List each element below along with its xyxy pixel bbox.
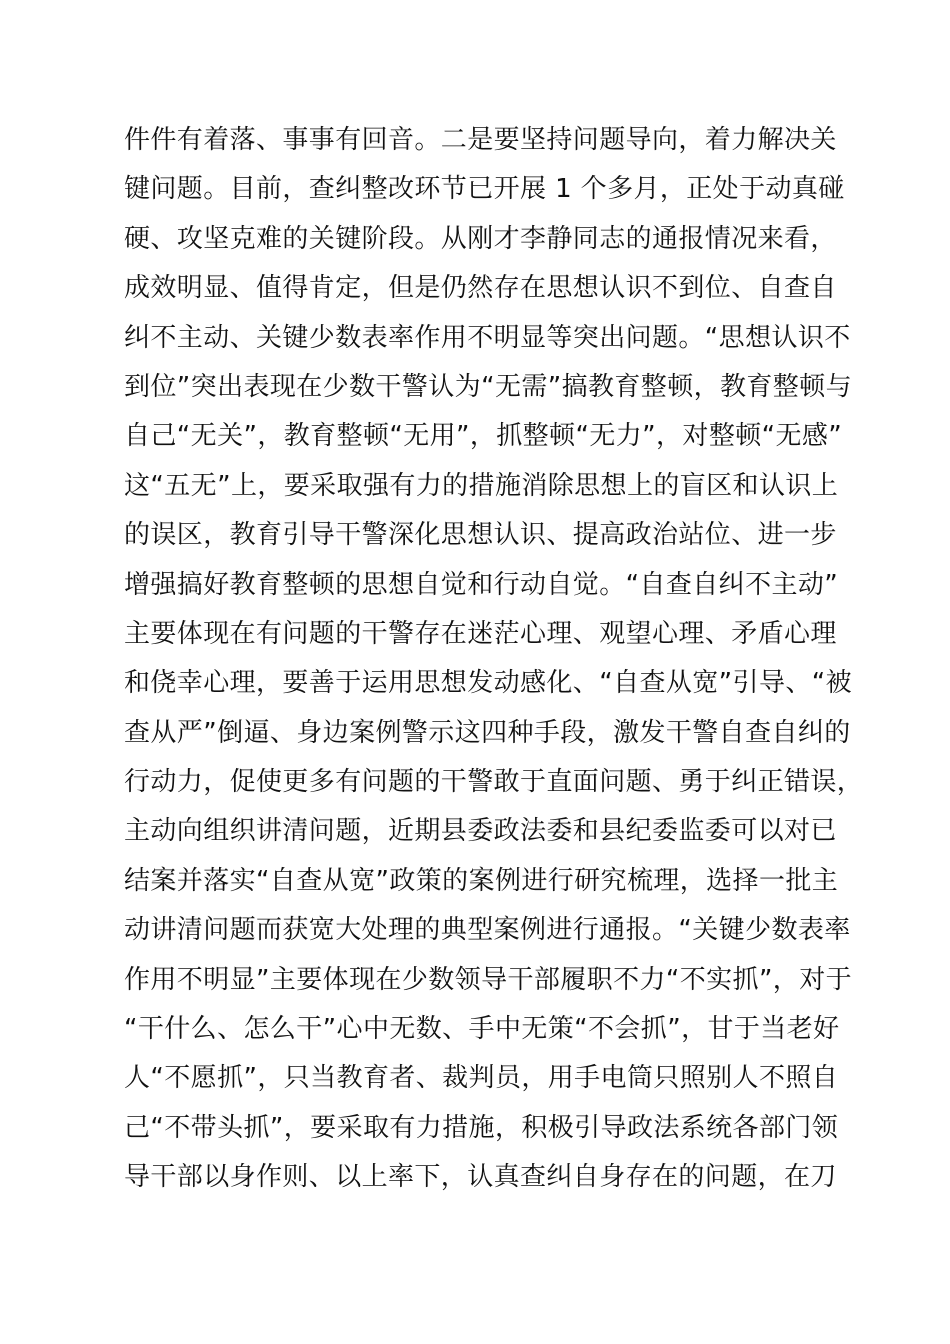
text-line: 这“五无”上，要采取强有力的措施消除思想上的盲区和认识上 xyxy=(124,470,839,501)
text-line: 件件有着落、事事有回音。二是要坚持问题导向，着力解决关 xyxy=(124,125,837,155)
text-line: 结案并落实“自查从宽”政策的案例进行研究梳理，选择一批主 xyxy=(124,865,839,896)
text-line: 人“不愿抓”，只当教育者、裁判员，用手电筒只照别人不照自 xyxy=(124,1063,839,1094)
text-line: 到位”突出表现在少数干警认为“无需”搞教育整顿，教育整顿与 xyxy=(124,371,853,402)
text-line: 自己“无关”，教育整顿“无用”，抓整顿“无力”，对整顿“无感” xyxy=(124,421,843,452)
text-line: 己“不带头抓”，要采取有力措施，积极引导政法系统各部门领 xyxy=(124,1112,839,1143)
text-line: 主动向组织讲清问题，近期县委政法委和县纪委监委可以对已 xyxy=(124,816,837,847)
text-line: 增强搞好教育整顿的思想自觉和行动自觉。“自查自纠不主动” xyxy=(124,569,839,600)
text-line: 作用不明显”主要体现在少数领导干部履职不力“不实抓”，对于 xyxy=(124,964,853,995)
text-line: 的误区，教育引导干警深化思想认识、提高政治站位、进一步 xyxy=(124,520,837,551)
text-line: 和侥幸心理，要善于运用思想发动感化、“自查从宽”引导、“被 xyxy=(124,668,853,699)
text-line: 成效明显、值得肯定，但是仍然存在思想认识不到位、自查自 xyxy=(124,273,837,304)
text-line: 主要体现在有问题的干警存在迷茫心理、观望心理、矛盾心理 xyxy=(124,618,837,649)
body-paragraph xyxy=(124,116,864,1203)
text-line: 动讲清问题而获宽大处理的典型案例进行通报。“关键少数表率 xyxy=(124,915,851,946)
text-line: 行动力，促使更多有问题的干警敢于直面问题、勇于纠正错误， xyxy=(124,767,864,798)
text-line: 导干部以身作则、以上率下，认真查纠自身存在的问题，在刀 xyxy=(124,1162,837,1193)
text-line: 硬、攻坚克难的关键阶段。从刚才李静同志的通报情况来看， xyxy=(124,223,837,254)
text-line: 键问题。目前，查纠整改环节已开展 1 个多月，正处于动真碰 xyxy=(124,174,845,205)
text-line: 查从严”倒逼、身边案例警示这四种手段，激发干警自查自纠的 xyxy=(124,717,851,748)
text-line: 纠不主动、关键少数表率作用不明显等突出问题。“思想认识不 xyxy=(124,322,851,353)
text-line: “干什么、怎么干”心中无数、手中无策“不会抓”，甘于当老好 xyxy=(124,1014,840,1045)
